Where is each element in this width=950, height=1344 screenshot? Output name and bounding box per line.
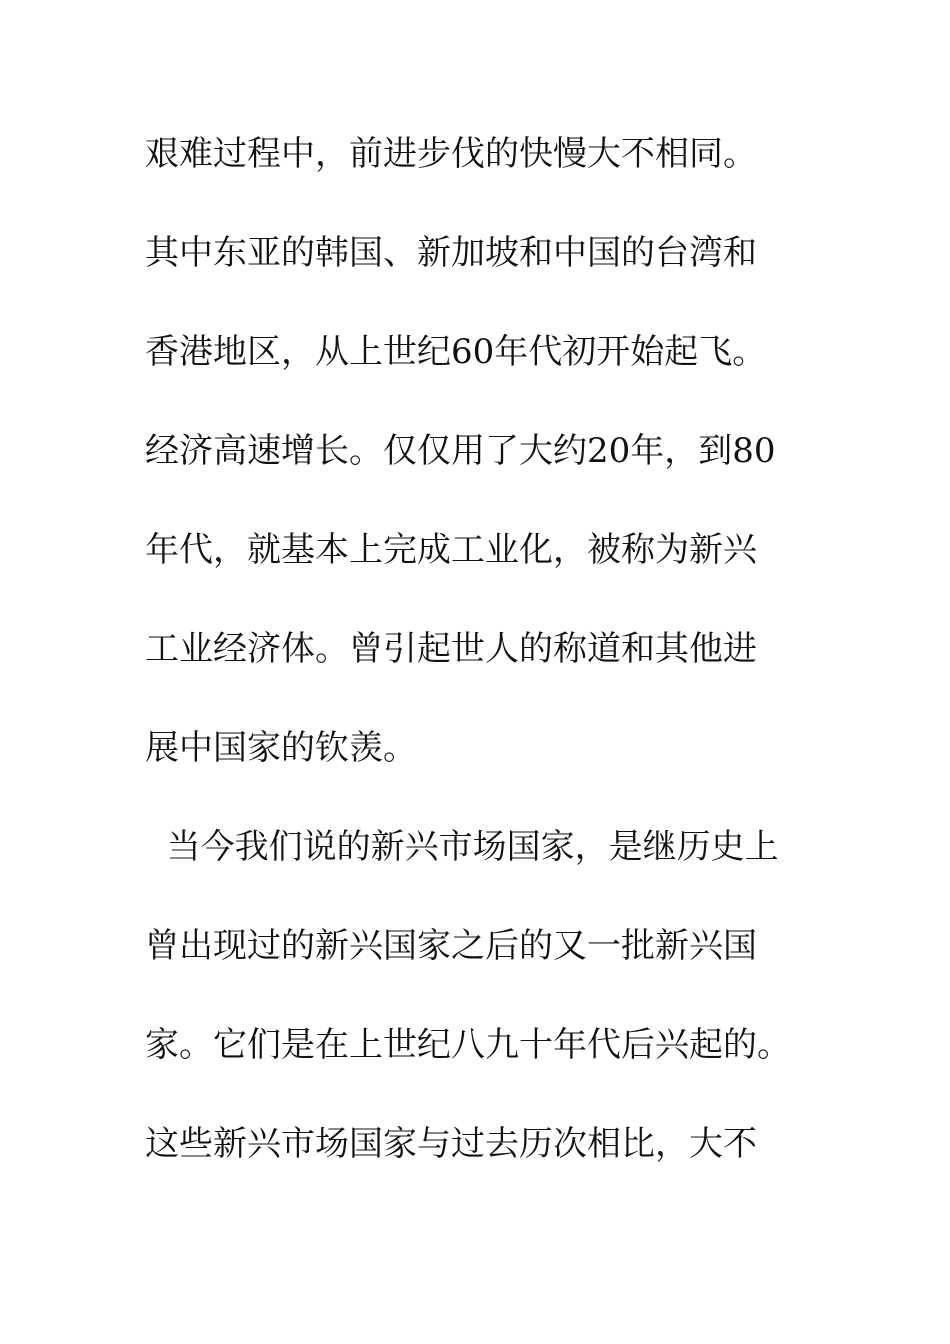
body-text: [145, 126, 825, 1215]
text-line: 艰难过程中，前进步伐的快慢大不相同。: [145, 134, 757, 174]
text-line: 香港地区，从上世纪60年代初开始起飞。: [145, 332, 767, 372]
text-line: 年代，就基本上完成工业化，被称为新兴: [145, 530, 757, 570]
text-line: 工业经济体。曾引起世人的称道和其他进: [145, 629, 757, 669]
text-line: 家。它们是在上世纪八九十年代后兴起的。: [145, 1025, 791, 1065]
text-line: 展中国家的钦羡。: [145, 728, 417, 768]
text-line: 这些新兴市场国家与过去历次相比，大不: [145, 1124, 757, 1164]
text-line: 其中东亚的韩国、新加坡和中国的台湾和: [145, 233, 757, 273]
text-line: 经济高速增长。仅仅用了大约20年，到80: [145, 431, 776, 471]
text-line: 当今我们说的新兴市场国家，是继历史上: [145, 827, 779, 867]
text-line: 曾出现过的新兴国家之后的又一批新兴国: [145, 926, 757, 966]
